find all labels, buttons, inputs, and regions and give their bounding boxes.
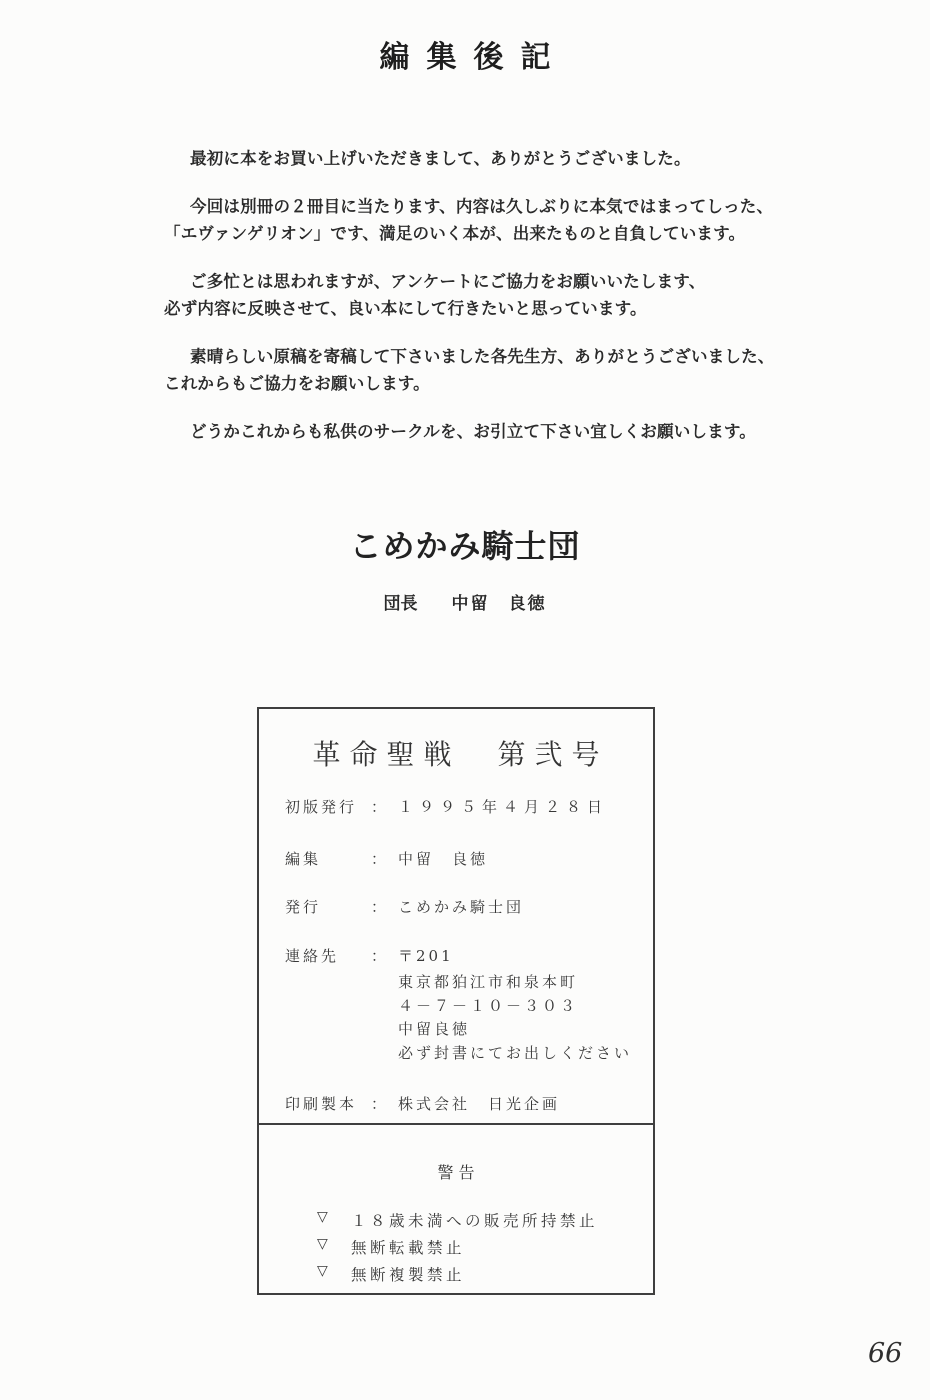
paragraph-line: どうかこれからも私供のサークルを、お引立て下さい宜しくお願いします。 [190,422,756,441]
colophon-row-first-edition [285,796,645,817]
paragraph [164,193,796,247]
page-title: 編集後記 [379,40,568,75]
warning-title: 警告 [437,1163,480,1182]
row-colon: ： [371,850,390,868]
paragraph-line: 必ず内容に反映させて、良い本にして行きたいと思っています。 [164,299,647,318]
row-value: １９９５年４月２８日 [398,798,609,816]
address-line: 中留良徳 [398,1020,471,1038]
contact-address [398,971,645,1065]
address-line: 必ず封書にてお出しください [398,1043,633,1062]
colophon-row-printer [285,1093,645,1114]
row-colon: ： [371,898,390,916]
colophon-row-editor [285,848,645,869]
triangle-bullet-icon: ▽ [317,1263,328,1279]
paragraph-line: これからもご協力をお願いします。 [164,374,430,393]
row-label: 印刷製本 [285,1095,358,1113]
row-value: 〒201 [398,947,454,965]
row-value: こめかみ騎士団 [398,898,525,916]
paragraph [164,343,796,397]
address-line: ４－７－１０－３０３ [398,996,579,1015]
publication-title: 革命聖戦 第弐号 [312,738,609,771]
row-colon: ： [371,798,390,816]
row-value: 株式会社 日光企画 [398,1095,561,1113]
warning-text: １８歳未満への販売所持禁止 [351,1212,599,1230]
warning-text: 無断複製禁止 [351,1266,466,1284]
paragraph [164,268,796,322]
paragraph-line: ご多忙とは思われますが、アンケートにご協力をお願いいたします、 [190,272,706,291]
colophon-row-contact [285,945,645,966]
row-colon: ： [371,1095,390,1113]
circle-leader [0,589,930,614]
leader-title: 団長 [383,594,418,614]
warning-text: 無断転載禁止 [351,1239,466,1257]
paragraph-line: 素晴らしい原稿を寄稿して下さいました各先生方、ありがとうございました、 [190,347,775,366]
row-label: 連絡先 [285,947,340,965]
circle-name: こめかみ騎士団 [349,527,581,565]
paragraph-line: 今回は別冊の２冊目に当たります、内容は久しぶりに本気ではまってしった、 [190,197,774,216]
paragraph [164,418,796,445]
address-line: 東京都狛江市和泉本町 [398,973,579,991]
row-label: 編集 [285,850,322,868]
row-colon: ： [371,947,390,965]
leader-name: 中留 良徳 [451,594,547,614]
paragraph [164,145,796,172]
paragraph-line: 「エヴァンゲリオン」です、満足のいく本が、出来たものと自負しています。 [164,224,746,243]
page-number: 66 [868,1338,903,1369]
triangle-bullet-icon: ▽ [317,1209,328,1225]
row-value: 中留 良徳 [398,850,489,868]
colophon-divider [259,1123,653,1125]
warning-item [317,1209,645,1231]
row-label: 初版発行 [285,798,358,816]
colophon-box [257,707,655,1295]
afterword-body [164,145,796,466]
triangle-bullet-icon: ▽ [317,1236,328,1252]
warning-item [317,1263,645,1285]
colophon-row-publisher [285,896,645,917]
warning-item [317,1236,645,1258]
row-label: 発行 [285,898,322,916]
paragraph-line: 最初に本をお買い上げいただきまして、ありがとうございました。 [190,149,691,168]
